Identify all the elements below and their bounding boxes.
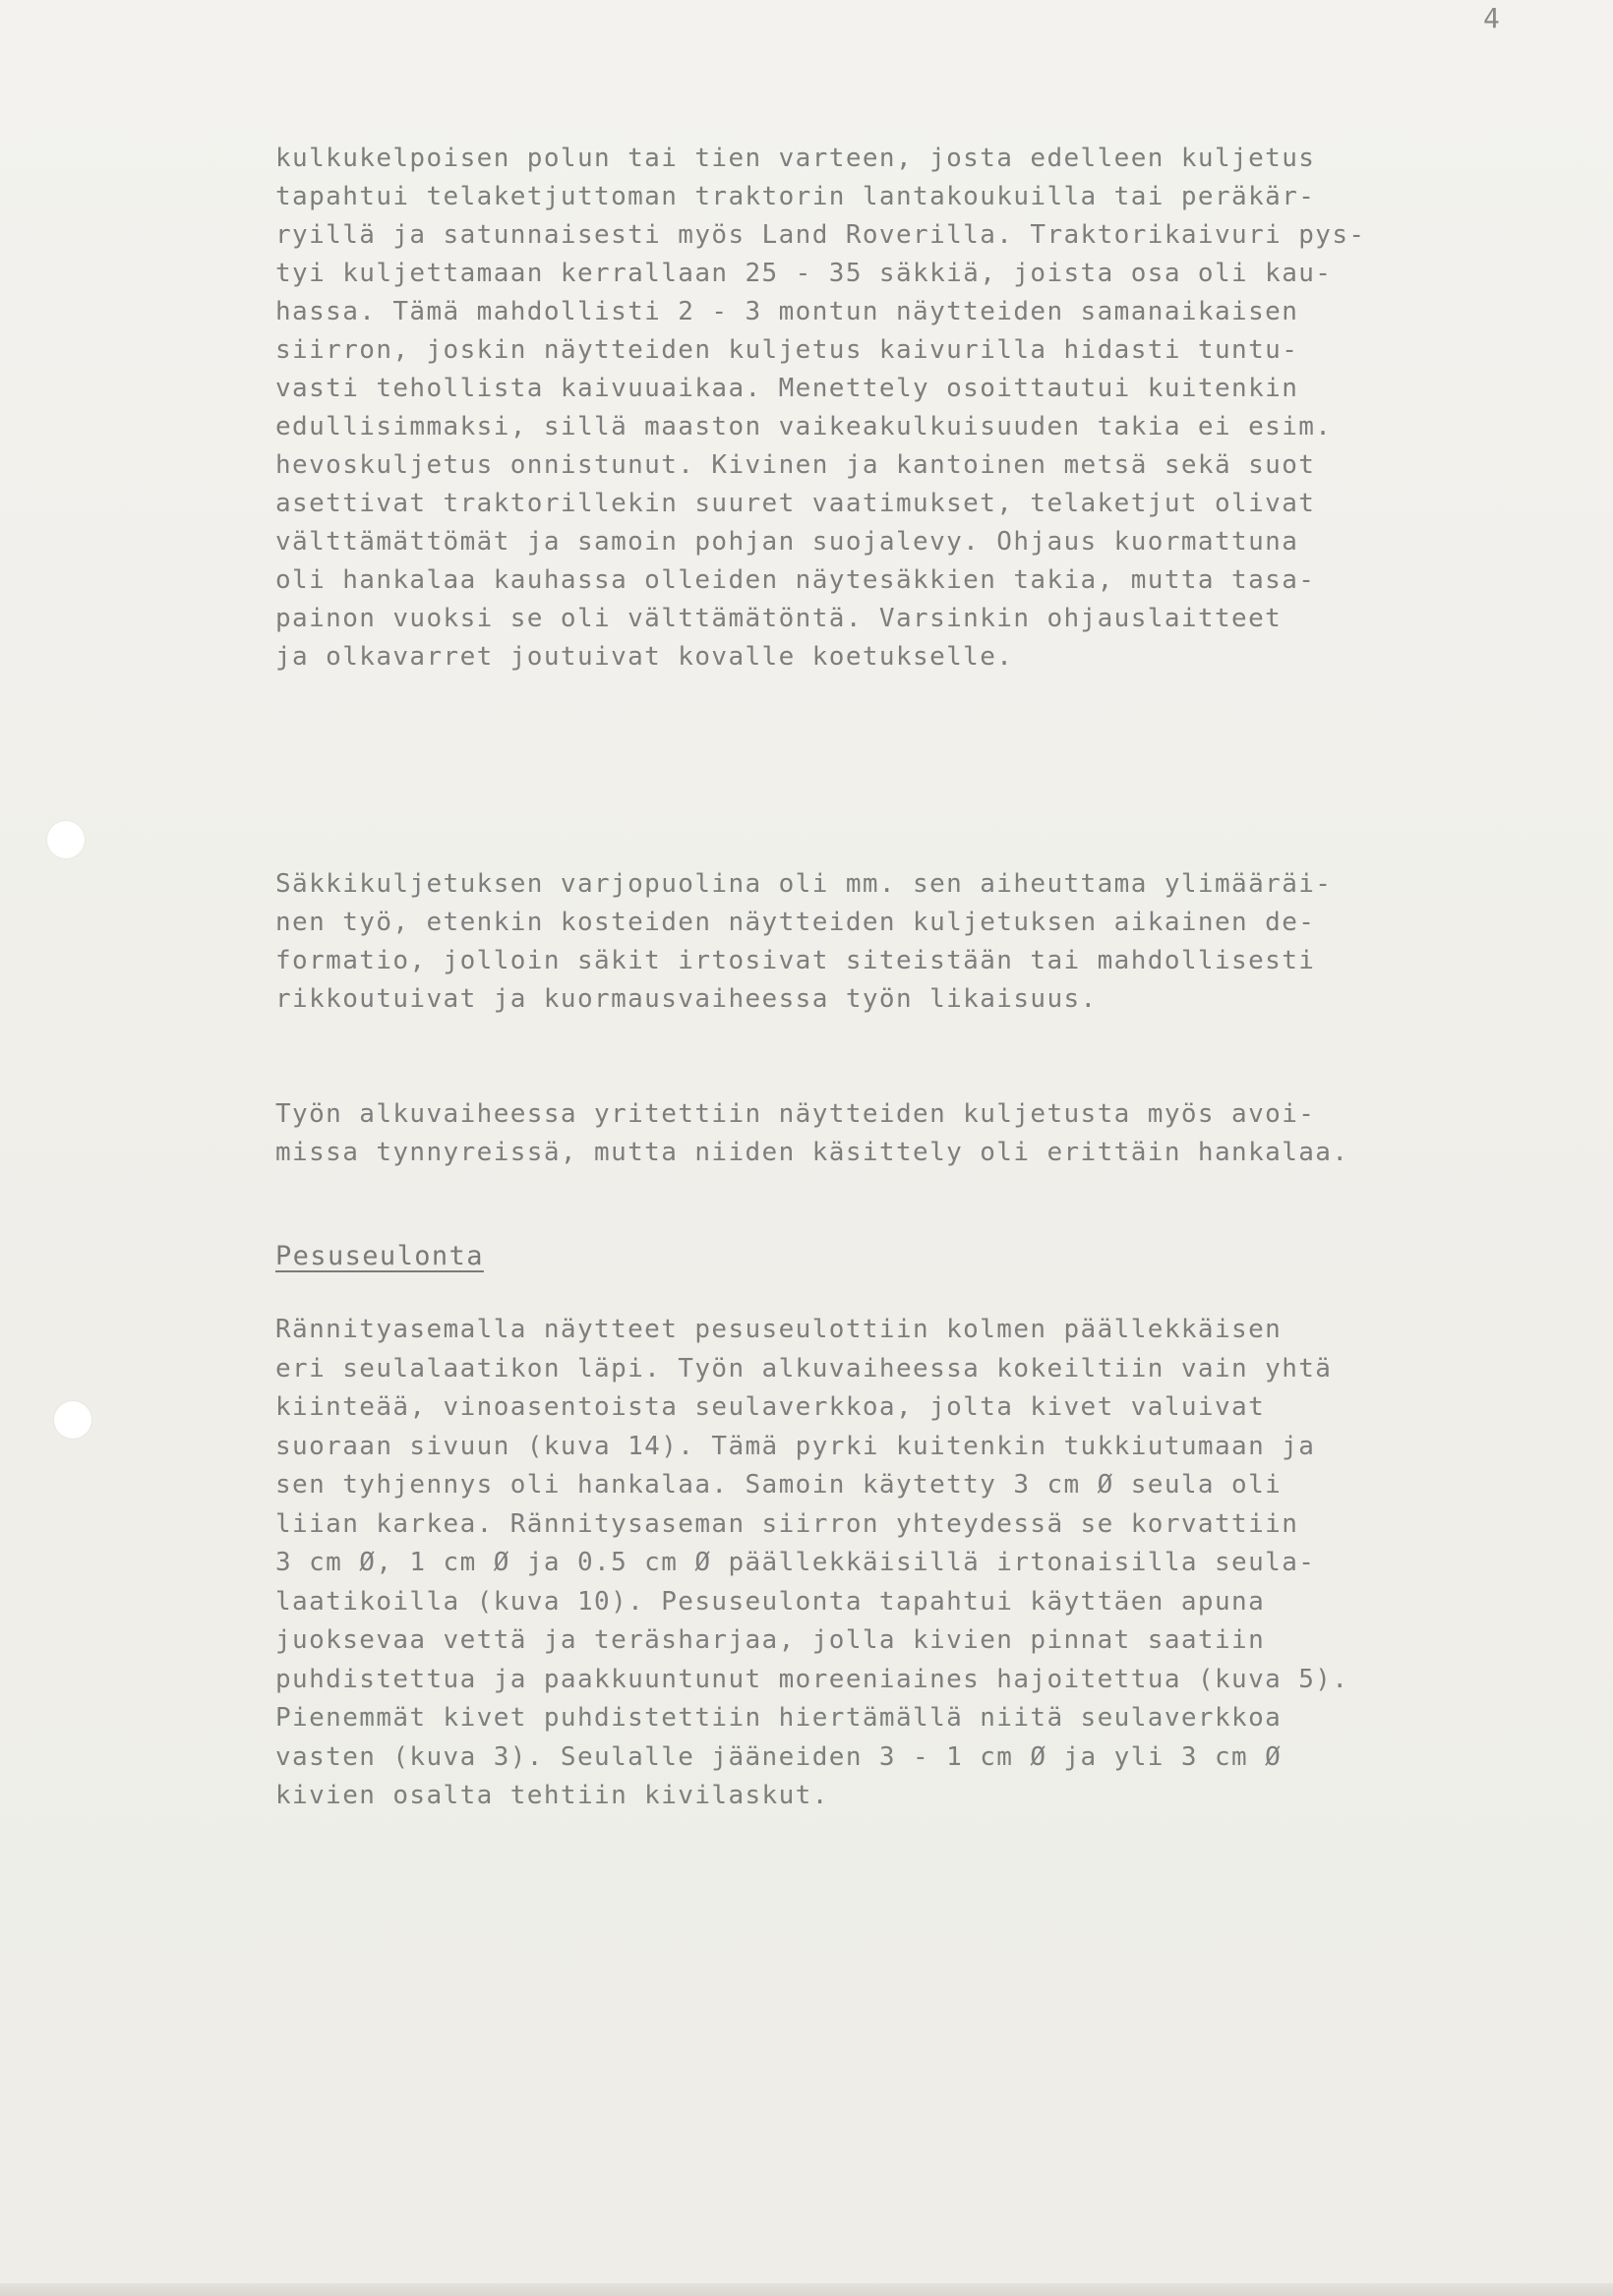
paragraph-transport	[275, 140, 1583, 677]
text-line: vasti tehollista kaivuuaikaa. Menettely osoittautui kuitenkin	[275, 374, 1299, 403]
text-line: Säkkikuljetuksen varjopuolina oli mm. sen aiheuttama ylimääräi-	[275, 869, 1333, 899]
text-line: välttämättömät ja samoin pohjan suojalevy. Ohjaus kuormattuna	[275, 527, 1299, 557]
page-bottom-edge	[0, 2283, 1613, 2296]
text-line: oli hankalaa kauhassa olleiden näytesäkkien takia, mutta tasa-	[275, 565, 1316, 595]
text-line: liian karkea. Rännitysaseman siirron yhteydessä se korvattiin	[275, 1508, 1299, 1539]
text-line: formatio, jolloin säkit irtosivat siteistään tai mahdollisesti	[275, 946, 1316, 975]
text-line: siirron, joskin näytteiden kuljetus kaivurilla hidasti tuntu-	[275, 335, 1299, 365]
text-line: asettivat traktorillekin suuret vaatimukset, telaketjut olivat	[275, 489, 1316, 518]
punch-hole	[54, 1401, 91, 1439]
text-line: painon vuoksi se oli välttämätöntä. Varsinkin ohjauslaitteet	[275, 604, 1283, 633]
paragraph-drawbacks	[275, 865, 1583, 1019]
text-line: hassa. Tämä mahdollisti 2 - 3 montun näytteiden samanaikaisen	[275, 297, 1299, 326]
text-line: ryillä ja satunnaisesti myös Land Roverilla. Traktorikaivuri pys-	[275, 220, 1366, 250]
text-line: hevoskuljetus onnistunut. Kivinen ja kantoinen metsä sekä suot	[275, 450, 1316, 480]
text-line: kivien osalta tehtiin kivilaskut.	[275, 1781, 829, 1810]
text-line: nen työ, etenkin kosteiden näytteiden kuljetuksen aikainen de-	[275, 908, 1316, 937]
text-line: sen tyhjennys oli hankalaa. Samoin käytetty 3 cm Ø seula oli	[275, 1470, 1283, 1500]
page-number: 4	[1483, 2, 1500, 34]
text-line: kulkukelpoisen polun tai tien varteen, josta edelleen kuljetus	[275, 144, 1316, 173]
text-line: rikkoutuivat ja kuormausvaiheessa työn likaisuus.	[275, 984, 1098, 1014]
text-line: suoraan sivuun (kuva 14). Tämä pyrki kuitenkin tukkiutumaan ja	[275, 1431, 1316, 1461]
text-line: puhdistettua ja paakkuuntunut moreeniaines hajoitettua (kuva 5).	[275, 1664, 1349, 1694]
paragraph-barrels	[275, 1095, 1583, 1172]
text-line: tyi kuljettamaan kerrallaan 25 - 35 säkkiä, joista osa oli kau-	[275, 259, 1333, 288]
section-heading: Pesuseulonta	[275, 1241, 484, 1271]
text-line: Pienemmät kivet puhdistettiin hiertämällä niitä seulaverkkoa	[275, 1703, 1283, 1733]
text-line: vasten (kuva 3). Seulalle jääneiden 3 - 1 cm Ø ja yli 3 cm Ø	[275, 1741, 1283, 1772]
punch-hole	[47, 821, 85, 858]
text-line: tapahtui telaketjuttoman traktorin lantakoukuilla tai peräkär-	[275, 182, 1316, 211]
text-line: juoksevaa vettä ja teräsharjaa, jolla kivien pinnat saatiin	[275, 1625, 1266, 1655]
text-line: 3 cm Ø, 1 cm Ø ja 0.5 cm Ø päällekkäisillä irtonaisilla seula-	[275, 1548, 1316, 1577]
text-line: eri seulalaatikon läpi. Työn alkuvaiheessa kokeiltiin vain yhtä	[275, 1353, 1333, 1383]
text-line: edullisimmaksi, sillä maaston vaikeakulkuisuuden takia ei esim.	[275, 412, 1333, 442]
text-line: Rännityasemalla näytteet pesuseulottiin kolmen päällekkäisen	[275, 1315, 1283, 1344]
text-line: Työn alkuvaiheessa yritettiin näytteiden kuljetusta myös avoi-	[275, 1099, 1316, 1129]
text-line: laatikoilla (kuva 10). Pesuseulonta tapahtui käyttäen apuna	[275, 1586, 1266, 1617]
paragraph-washing-screening	[275, 1311, 1583, 1816]
text-line: ja olkavarret joutuivat kovalle koetukselle.	[275, 642, 1014, 672]
text-line: kiinteää, vinoasentoista seulaverkkoa, jolta kivet valuivat	[275, 1392, 1266, 1422]
text-line: missa tynnyreissä, mutta niiden käsittely oli erittäin hankalaa.	[275, 1138, 1349, 1167]
